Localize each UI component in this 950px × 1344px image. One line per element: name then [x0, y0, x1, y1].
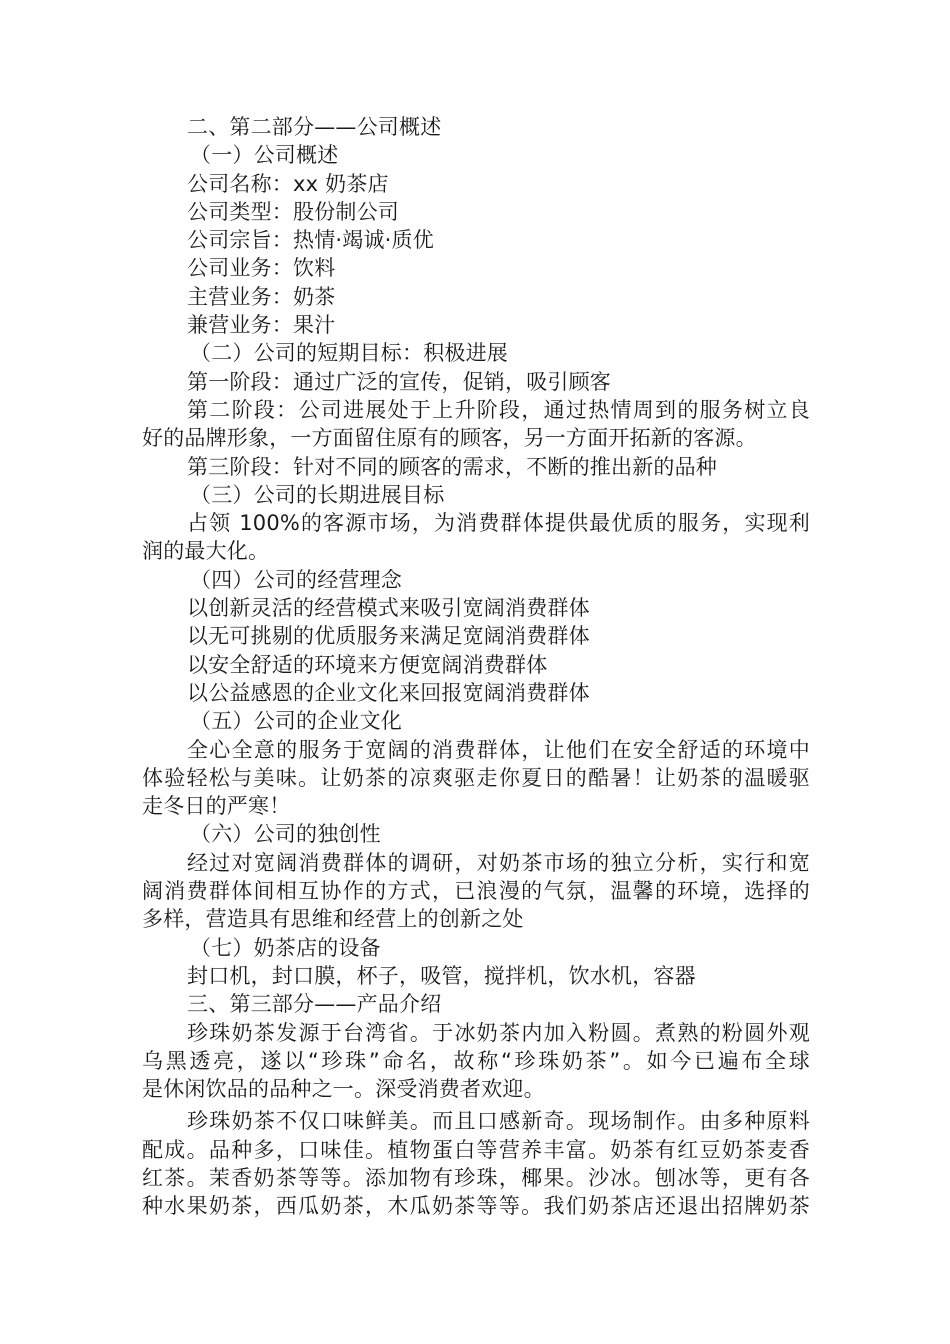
- text-line: （四）公司的经营理念: [190, 567, 402, 592]
- text-line: 体验轻松与美味。让奶茶的凉爽驱走你夏日的酷暑！让奶茶的温暖驱: [142, 765, 810, 790]
- text-line: 走冬日的严寒！: [142, 794, 291, 819]
- text-line: 配成。品种多，口味佳。植物蛋白等营养丰富。奶茶有红豆奶茶麦香: [142, 1137, 810, 1162]
- text-line: （三）公司的长期进展目标: [190, 482, 445, 507]
- text-line: 三、第三部分——产品介绍: [187, 992, 442, 1017]
- text-line: 红茶。茉香奶茶等等。添加物有珍珠，椰果。沙冰。刨冰等，更有各: [142, 1165, 810, 1190]
- text-line: （六）公司的独创性: [190, 822, 381, 847]
- text-line: 乌黑透亮，遂以“珍珠”命名，故称“珍珠奶茶”。如今已遍布全球: [142, 1048, 810, 1073]
- text-line: 二、第二部分——公司概述: [187, 115, 442, 139]
- text-line: 公司业务：饮料: [187, 256, 336, 281]
- text-line: 阔消费群体间相互协作的方式，已浪漫的气氛，温馨的环境，选择的: [142, 879, 810, 904]
- text-line: 种水果奶茶，西瓜奶茶，木瓜奶茶等等。我们奶茶店还退出招牌奶茶: [142, 1194, 810, 1219]
- text-line: 经过对宽阔消费群体的调研，对奶茶市场的独立分析，实行和宽: [187, 850, 810, 875]
- text-line: 珍珠奶茶不仅口味鲜美。而且口感新奇。现场制作。由多种原料: [187, 1109, 810, 1134]
- text-line: 多样，营造具有思维和经营上的创新之处: [142, 907, 524, 932]
- text-line: 润的最大化。: [142, 539, 270, 564]
- text-line: 第三阶段：针对不同的顾客的需求，不断的推出新的品种: [187, 454, 717, 479]
- text-line: 珍珠奶茶发源于台湾省。于冰奶茶内加入粉圆。煮熟的粉圆外观: [187, 1020, 810, 1045]
- text-line: 第二阶段：公司进展处于上升阶段，通过热情周到的服务树立良: [187, 397, 810, 422]
- text-line: （五）公司的企业文化: [190, 709, 402, 734]
- text-line: 好的品牌形象，一方面留住原有的顾客，另一方面开拓新的客源。: [142, 426, 757, 451]
- document-body: [142, 113, 810, 1221]
- text-line: 公司宗旨：热情·竭诚·质优: [187, 228, 434, 253]
- text-line: （二）公司的短期目标：积极进展: [190, 341, 508, 366]
- text-line: 公司名称：xx 奶茶店: [187, 171, 389, 196]
- text-line: 以公益感恩的企业文化来回报宽阔消费群体: [187, 680, 590, 705]
- text-line: 兼营业务：果汁: [187, 313, 336, 338]
- text-line: （一）公司概述: [190, 143, 339, 168]
- text-line: 主营业务：奶茶: [187, 284, 336, 309]
- text-line: 是休闲饮品的品种之一。深受消费者欢迎。: [142, 1077, 545, 1102]
- text-line: 封口机，封口膜，杯子，吸管，搅拌机，饮水机，容器: [187, 963, 696, 988]
- text-line: （七）奶茶店的设备: [190, 935, 381, 960]
- text-line: 公司类型：股份制公司: [187, 199, 399, 224]
- text-line: 以无可挑剔的优质服务来满足宽阔消费群体: [187, 624, 590, 649]
- text-line: 以创新灵活的经营模式来吸引宽阔消费群体: [187, 596, 590, 621]
- text-line: 全心全意的服务于宽阔的消费群体，让他们在安全舒适的环境中: [187, 737, 810, 762]
- text-line: 第一阶段：通过广泛的宣传，促销，吸引顾客: [187, 369, 611, 394]
- text-line: 占领 100%的客源市场，为消费群体提供最优质的服务，实现利: [187, 511, 810, 536]
- text-line: 以安全舒适的环境来方便宽阔消费群体: [187, 652, 548, 677]
